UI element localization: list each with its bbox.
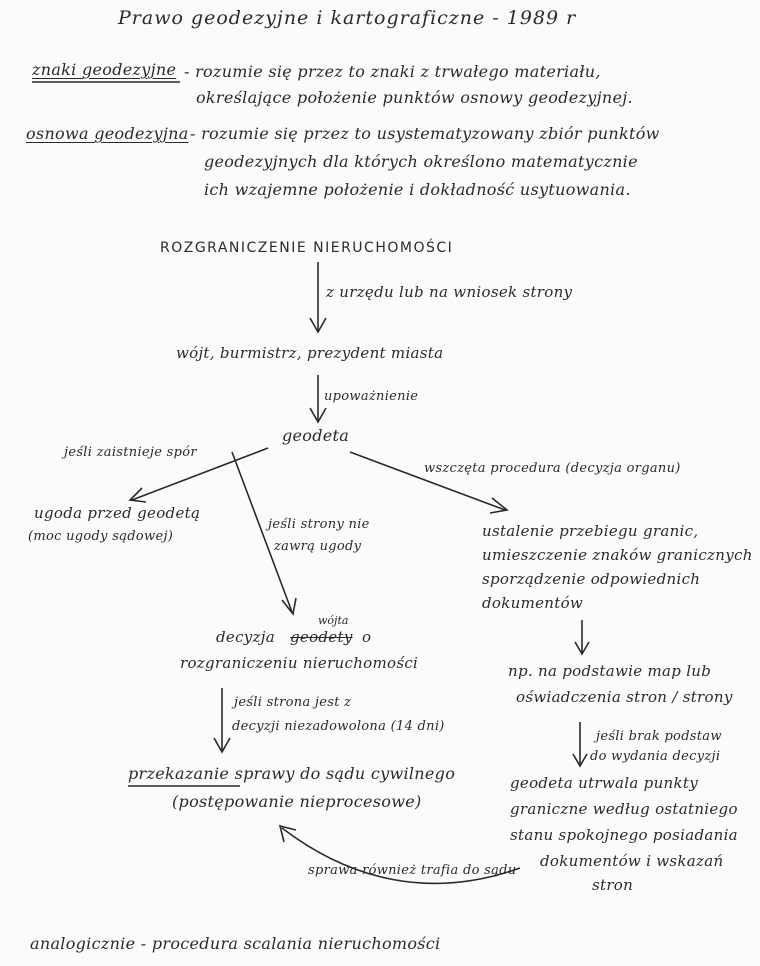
definition-znaki-line2: określające położenie punktów osnowy geodezyjnej. xyxy=(196,88,633,107)
maps-line2: oświadczenia stron / strony xyxy=(516,688,733,706)
note-dispute: jeśli zaistnieje spór xyxy=(64,445,197,460)
geodeta-marks-line1: geodeta utrwala punkty xyxy=(510,774,698,792)
court-line2: (postępowanie nieprocesowe) xyxy=(172,792,422,811)
unsatisfied-line1: jeśli strona jest z xyxy=(234,695,352,710)
geodeta-marks-line3: stanu spokojnego posiadania xyxy=(510,826,738,844)
decision-crossed-word: geodety xyxy=(290,628,353,646)
decision-rest: o xyxy=(362,628,372,646)
establish-line1: ustalenie przebiegu granic, xyxy=(482,522,699,540)
maps-line1: np. na podstawie map lub xyxy=(508,662,712,680)
arrow-geodeta-to-decision xyxy=(232,452,296,614)
agreement-line1: ugoda przed geodetą xyxy=(34,504,201,522)
arrow-heading-to-authority xyxy=(310,262,326,332)
unsatisfied-line2: decyzji niezadowolona (14 dni) xyxy=(232,719,445,734)
footer-note: analogicznie - procedura scalania nieruchomości xyxy=(30,934,441,953)
note-procedure: wszczęta procedura (decyzja organu) xyxy=(424,461,681,476)
definition-osnowa-line2: geodezyjnych dla których określono matematycznie xyxy=(204,152,638,171)
geodeta-marks-line5: stron xyxy=(592,876,634,894)
diagram-heading: ROZGRANICZENIE NIERUCHOMOŚCI xyxy=(160,240,454,256)
definition-osnowa-line3: ich wzajemne położenie i dokładność usytuowania. xyxy=(204,180,631,199)
geodeta-label: geodeta xyxy=(282,426,350,445)
establish-line4: dokumentów xyxy=(482,594,584,612)
definition-znaki-line1: - rozumie się przez to znaki z trwałego materiału, xyxy=(184,62,601,81)
agreement-line2: (moc ugody sądowej) xyxy=(28,529,174,544)
term-znaki-geodezyjne: znaki geodezyjne xyxy=(32,60,177,79)
note-authorization: upoważnienie xyxy=(324,389,419,404)
geodeta-marks-line2: graniczne według ostatniego xyxy=(510,800,738,818)
arrow-maps-to-geodeta-marks xyxy=(573,722,587,766)
establish-line3: sporządzenie odpowiednich xyxy=(482,570,701,588)
authority-label: wójt, burmistrz, prezydent miasta xyxy=(176,344,444,362)
decision-inserted-word: wójta xyxy=(318,614,349,627)
term-osnowa-geodezyjna: osnowa geodezyjna xyxy=(26,124,189,143)
note-on-request: z urzędu lub na wniosek strony xyxy=(326,283,573,301)
establish-line2: umieszczenie znaków granicznych xyxy=(482,546,753,564)
no-basis-line1: jeśli brak podstaw xyxy=(596,729,722,744)
no-agreement-line1: jeśli strony nie xyxy=(268,517,370,532)
arrow-establish-to-maps xyxy=(575,620,589,654)
decision-line2: rozgraniczeniu nieruchomości xyxy=(180,654,419,672)
geodeta-marks-line4: dokumentów i wskazań xyxy=(540,852,724,870)
page-title: Prawo geodezyjne i kartograficzne - 1989 r xyxy=(118,7,577,29)
arrow-decision-to-court xyxy=(214,688,230,752)
definition-osnowa-line1: - rozumie się przez to usystematyzowany zbiór punktów xyxy=(190,124,660,143)
court-line1: przekazanie sprawy do sądu cywilnego xyxy=(128,764,456,783)
no-agreement-line2: zawrą ugody xyxy=(274,539,362,554)
decision-word: decyzja xyxy=(216,628,275,646)
note-court-return: sprawa również trafia do sądu xyxy=(308,863,517,878)
no-basis-line2: do wydania decyzji xyxy=(590,749,721,764)
